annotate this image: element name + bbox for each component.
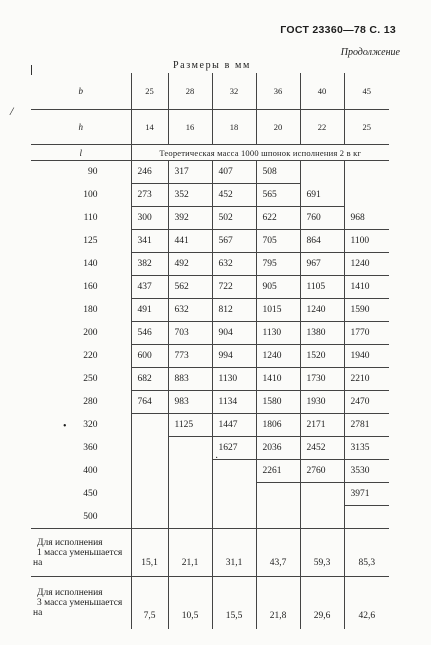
mass-value: [168, 460, 212, 483]
reduction-label: [31, 577, 131, 630]
h-value: 18: [212, 110, 256, 145]
table-row: [31, 345, 389, 368]
mass-value: [131, 437, 168, 460]
mass-value: 1447: [212, 414, 256, 437]
mass-value: 1125: [168, 414, 212, 437]
b-value: 25: [131, 73, 168, 110]
h-label: h: [31, 110, 131, 145]
b-label: b: [31, 73, 131, 110]
reduction-value: 85,3: [344, 529, 389, 577]
length-value: 90: [88, 167, 98, 178]
mass-caption: Теоретическая масса 1000 шпонок исполнения 2 в кг: [131, 145, 389, 161]
mass-value: 632: [212, 253, 256, 276]
table-row: [31, 207, 389, 230]
row-b: [31, 73, 389, 110]
stray-mark: •: [63, 421, 67, 432]
mass-value: 1130: [256, 322, 300, 345]
mass-value: 407: [212, 161, 256, 184]
mass-value: 703: [168, 322, 212, 345]
mass-value: 812: [212, 299, 256, 322]
reduction-label-line: на: [33, 608, 43, 618]
length-value: 500: [83, 511, 98, 522]
mass-value: 562: [168, 276, 212, 299]
mass-value: 382: [131, 253, 168, 276]
mass-value: 1930: [300, 391, 344, 414]
mass-value: 2261: [256, 460, 300, 483]
reduction-value: 31,1: [212, 529, 256, 577]
dimensions-caption: Размеры в мм: [173, 60, 251, 71]
mass-value: 2452: [300, 437, 344, 460]
mass-value: 1100: [344, 230, 389, 253]
mass-value: 300: [131, 207, 168, 230]
table-row: [31, 437, 389, 460]
mass-value: 795: [256, 253, 300, 276]
length-value: 140: [83, 259, 98, 269]
reduction-row: [31, 577, 389, 630]
mass-value: 622: [256, 207, 300, 230]
mass-value: 546: [131, 322, 168, 345]
mass-value: [300, 506, 344, 529]
mass-value: 317: [168, 161, 212, 184]
h-value: 25: [344, 110, 389, 145]
mass-value: 1015: [256, 299, 300, 322]
mass-value: [344, 184, 389, 207]
mass-value: 1627: [212, 437, 256, 460]
mass-value: [131, 506, 168, 529]
mass-value: 2760: [300, 460, 344, 483]
reduction-value: 43,7: [256, 529, 300, 577]
mass-value: [300, 483, 344, 506]
mass-value: [131, 483, 168, 506]
mass-value: [168, 483, 212, 506]
mass-value: 565: [256, 184, 300, 207]
reduction-label-line: 3 масса уменьшается: [37, 598, 123, 608]
h-value: 20: [256, 110, 300, 145]
reduction-value: 21,8: [256, 577, 300, 630]
mass-value: 1134: [212, 391, 256, 414]
reduction-value: 29,6: [300, 577, 344, 630]
b-value: 45: [344, 73, 389, 110]
h-value: 14: [131, 110, 168, 145]
mass-value: 352: [168, 184, 212, 207]
mass-value: [212, 460, 256, 483]
reduction-label-line: Для исполнения: [37, 537, 103, 548]
mass-value: 3530: [344, 460, 389, 483]
b-value: 36: [256, 73, 300, 110]
length-value: 360: [83, 443, 98, 453]
table-row: [31, 483, 389, 506]
mass-value: [168, 437, 212, 460]
b-value: 28: [168, 73, 212, 110]
table-row: [31, 414, 389, 437]
mass-value: 994: [212, 345, 256, 368]
mass-value: 632: [168, 299, 212, 322]
mass-value: 1520: [300, 345, 344, 368]
reduction-value: 10,5: [168, 577, 212, 630]
length-value: 280: [83, 397, 98, 407]
mass-value: 2171: [300, 414, 344, 437]
mass-value: 452: [212, 184, 256, 207]
mass-value: 773: [168, 345, 212, 368]
length-value: 220: [83, 351, 98, 361]
mass-value: 1240: [300, 299, 344, 322]
mass-value: 682: [131, 368, 168, 391]
length-value: 160: [83, 282, 98, 292]
h-value: 22: [300, 110, 344, 145]
mass-value: 392: [168, 207, 212, 230]
mass-value: 502: [212, 207, 256, 230]
mass-value: 2470: [344, 391, 389, 414]
b-value: 32: [212, 73, 256, 110]
mass-value: 905: [256, 276, 300, 299]
row-l-caption: [31, 145, 389, 161]
mass-value: 691: [300, 184, 344, 207]
mass-value: 341: [131, 230, 168, 253]
mass-value: 760: [300, 207, 344, 230]
length-value: 250: [83, 374, 98, 384]
length-value: 100: [83, 190, 98, 200]
mass-value: 983: [168, 391, 212, 414]
table-row: [31, 276, 389, 299]
mass-value: 883: [168, 368, 212, 391]
h-value: 16: [168, 110, 212, 145]
reduction-value: 42,6: [344, 577, 389, 630]
mass-value: [131, 414, 168, 437]
mass-value: 904: [212, 322, 256, 345]
mass-value: 1410: [256, 368, 300, 391]
mass-value: 968: [344, 207, 389, 230]
mass-value: 1940: [344, 345, 389, 368]
table-row: [31, 299, 389, 322]
mass-value: 1240: [256, 345, 300, 368]
table-row: [31, 368, 389, 391]
keys-mass-table: [31, 73, 389, 629]
length-value: 110: [83, 213, 98, 223]
mass-value: [168, 506, 212, 529]
table-row: [31, 184, 389, 207]
mass-value: 705: [256, 230, 300, 253]
mass-value: [300, 161, 344, 184]
reduction-value: 7,5: [131, 577, 168, 630]
mass-value: 508: [256, 161, 300, 184]
mass-value: 2210: [344, 368, 389, 391]
mass-value: 764: [131, 391, 168, 414]
table-row: [31, 391, 389, 414]
mass-value: 492: [168, 253, 212, 276]
length-value: 400: [83, 466, 98, 476]
reduction-value: 21,1: [168, 529, 212, 577]
reduction-value: 15,5: [212, 577, 256, 630]
continuation-label: Продолжение: [340, 47, 400, 58]
mass-value: 1380: [300, 322, 344, 345]
length-value: 450: [83, 489, 98, 499]
mass-value: [212, 483, 256, 506]
mass-value: [344, 161, 389, 184]
b-value: 40: [300, 73, 344, 110]
table-row: [31, 506, 389, 529]
mass-value: 3135: [344, 437, 389, 460]
page-header: ГОСТ 23360—78 С. 13: [280, 24, 396, 36]
mass-value: 1770: [344, 322, 389, 345]
table-row: [31, 161, 389, 184]
mass-value: 273: [131, 184, 168, 207]
reduction-value: 15,1: [131, 529, 168, 577]
mass-value: 864: [300, 230, 344, 253]
reduction-value: 59,3: [300, 529, 344, 577]
table-row: [31, 253, 389, 276]
mass-value: [212, 506, 256, 529]
mass-value: 567: [212, 230, 256, 253]
table-row: [31, 460, 389, 483]
mass-value: 246: [131, 161, 168, 184]
mass-value: [256, 506, 300, 529]
mass-value: 722: [212, 276, 256, 299]
mass-value: 437: [131, 276, 168, 299]
mass-value: 1240: [344, 253, 389, 276]
mass-value: 1806: [256, 414, 300, 437]
mass-value: 600: [131, 345, 168, 368]
mass-value: 967: [300, 253, 344, 276]
reduction-row: [31, 529, 389, 577]
mass-value: 3971: [344, 483, 389, 506]
mass-value: 2781: [344, 414, 389, 437]
row-h: [31, 110, 389, 145]
margin-mark: /: [10, 104, 14, 118]
mass-value: 491: [131, 299, 168, 322]
length-value: 125: [83, 236, 98, 246]
stray-mark: ·: [215, 453, 219, 464]
mass-value: 2036: [256, 437, 300, 460]
mass-value: 1580: [256, 391, 300, 414]
length-value: 180: [83, 305, 98, 315]
reduction-label-line: 1 масса уменьшается: [37, 547, 123, 558]
table-row: [31, 322, 389, 345]
mass-value: 1590: [344, 299, 389, 322]
mass-value: 1105: [300, 276, 344, 299]
length-value: 320: [83, 420, 98, 430]
mass-value: 1130: [212, 368, 256, 391]
mass-value: 1730: [300, 368, 344, 391]
table-row: [31, 230, 389, 253]
mass-value: [131, 460, 168, 483]
mass-value: 441: [168, 230, 212, 253]
reduction-label: [31, 529, 131, 577]
reduction-label-line: Для исполнения: [37, 588, 103, 598]
reduction-label-line: на: [33, 557, 43, 568]
l-label: l: [31, 145, 131, 161]
mass-value: [344, 506, 389, 529]
mass-value: [256, 483, 300, 506]
mass-value: 1410: [344, 276, 389, 299]
length-value: 200: [83, 328, 98, 338]
